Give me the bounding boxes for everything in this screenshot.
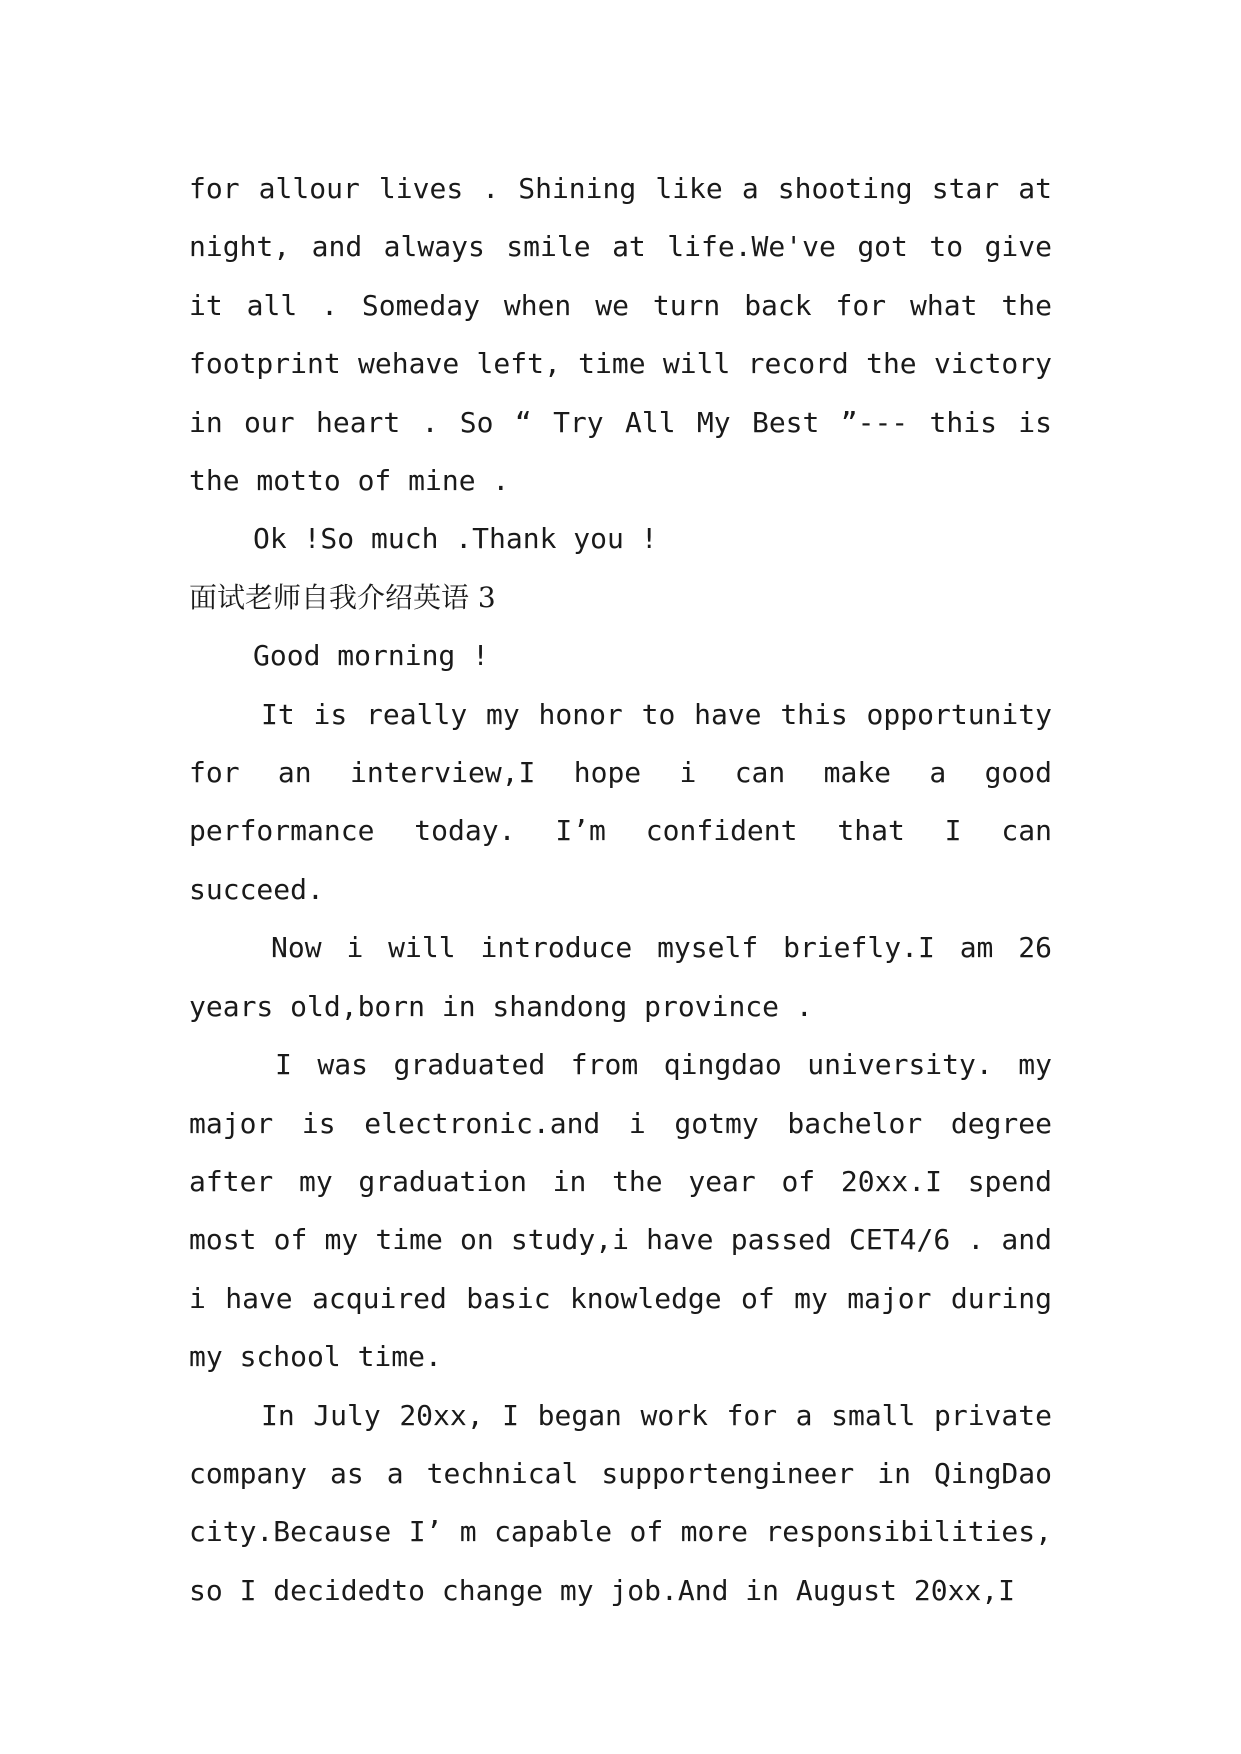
- paragraph-motto: for allour lives . Shining like a shooting star at night, and always smile at life.We've got to give it all . Someday when we turn back for what the footprint wehave left, time will record the victory in our heart . So “ Try All My Best ”--- this is the motto of mine .: [189, 172, 1052, 498]
- paragraph-honor: It is really my honor to have this opportunity for an interview,I hope i can make a good performance today. I’m confident that I can succeed.: [189, 697, 1052, 906]
- document-body: [189, 160, 1052, 1620]
- paragraph-thanks: Ok !So much .Thank you !: [253, 522, 658, 556]
- paragraph-education: I was graduated from qingdao university. my major is electronic.and i gotmy bachelor degree after my graduation in the year of 20xx.I spend most of my time on study,i have passed CET4/6 . and i have acquired basic knowledge of my major during my school time.: [189, 1048, 1052, 1374]
- paragraph-introduction: Now i will introduce myself briefly.I am 26 years old,born in shandong province .: [189, 931, 1052, 1023]
- paragraph-greeting: Good morning !: [253, 639, 490, 673]
- paragraph-work-history: In July 20xx, I began work for a small private company as a technical supportengineer in QingDao city.Because I’ m capable of more responsibilities, so I decidedto change my job.And in August 20xx,I: [189, 1398, 1052, 1607]
- section-heading: 面试老师自我介绍英语 3: [189, 580, 496, 614]
